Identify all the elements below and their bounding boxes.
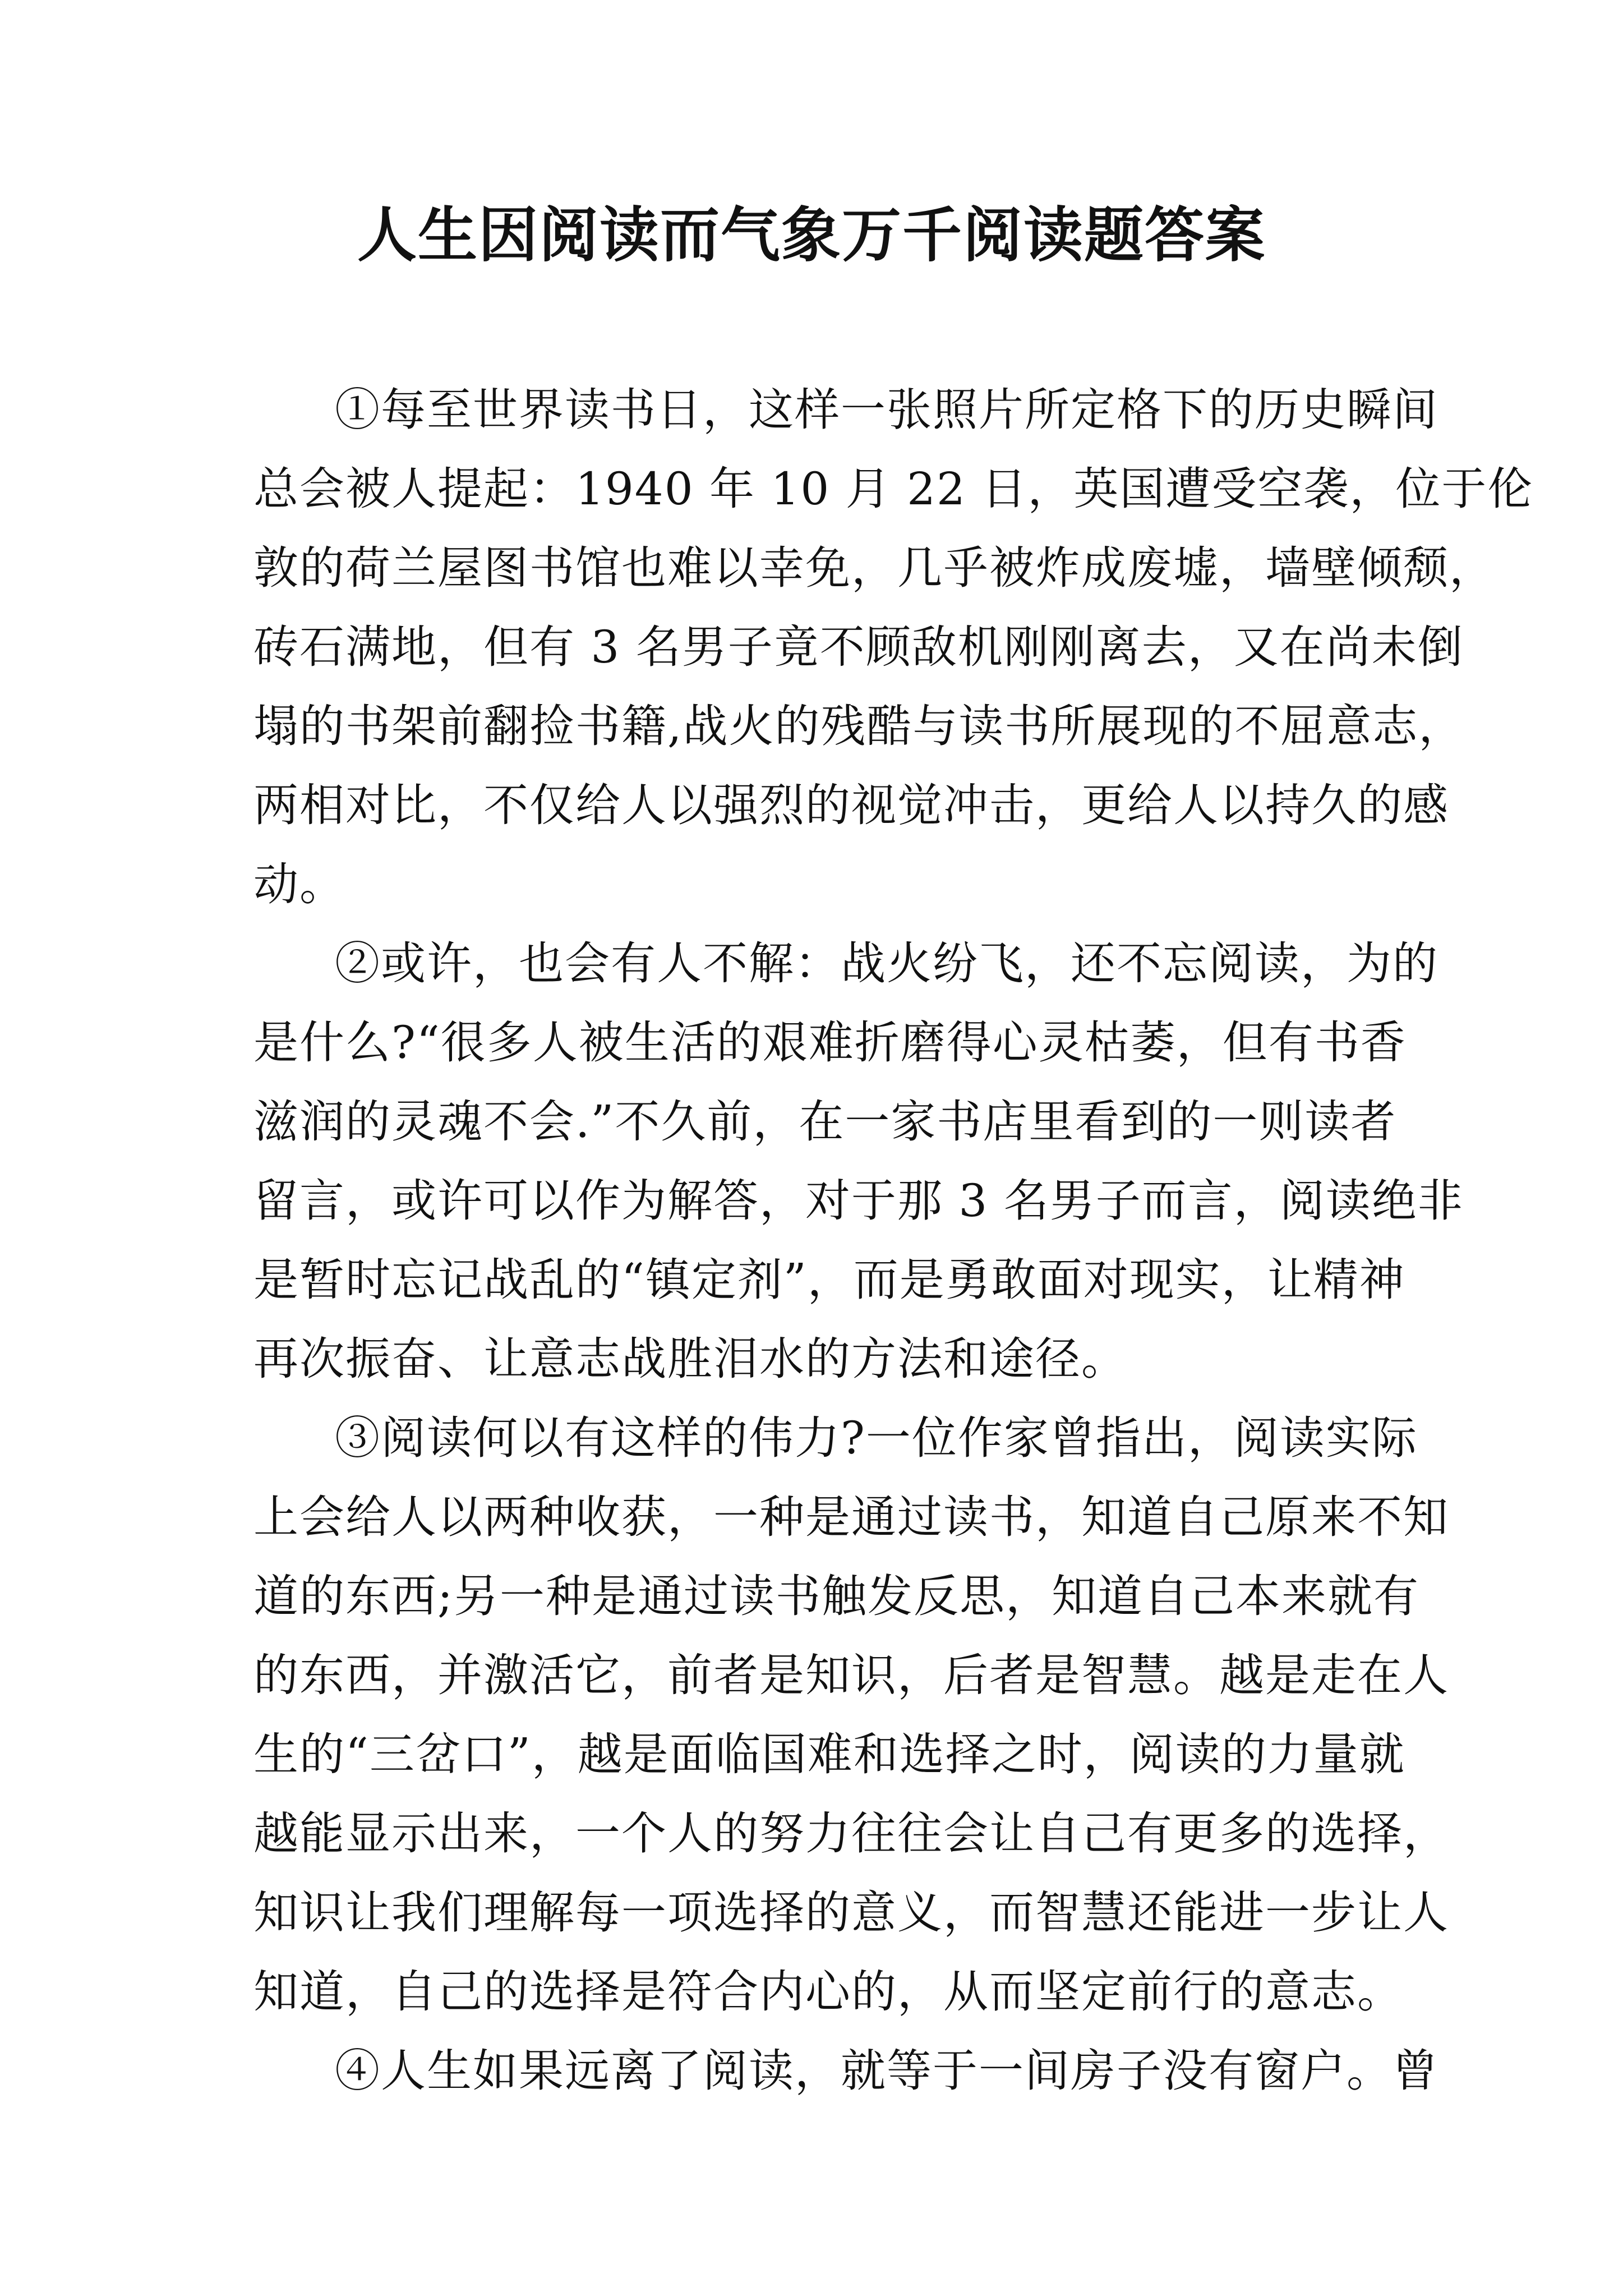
text-line: ④人生如果远离了阅读，就等于一间房子没有窗户。曾	[335, 2045, 1438, 2097]
text-line: ③阅读何以有这样的伟力?一位作家曾指出，阅读实际	[335, 1412, 1418, 1464]
text-line: 道的东西;另一种是通过读书触发反思，知道自己本来就有	[253, 1570, 1419, 1622]
text-line: 是暂时忘记战乱的“镇定剂”，而是勇敢面对现实，让精神	[253, 1254, 1405, 1306]
text-line: 越能显示出来，一个人的努力往往会让自己有更多的选择，	[253, 1807, 1449, 1860]
text-line: 生的“三岔口”，越是面临国难和选择之时，阅读的力量就	[253, 1728, 1405, 1780]
text-line: 滋润的灵魂不会.”不久前，在一家书店里看到的一则读者	[253, 1096, 1397, 1148]
text-line: 两相对比，不仅给人以强烈的视觉冲击，更给人以持久的感	[253, 779, 1449, 831]
text-line: 知道，自己的选择是符合内心的，从而坚定前行的意志。	[253, 1966, 1403, 2018]
text-line: 上会给人以两种收获，一种是通过读书，知道自己原来不知	[253, 1491, 1449, 1543]
text-line: 动。	[253, 858, 345, 910]
text-line: 的东西，并激活它，前者是知识，后者是智慧。越是走在人	[253, 1649, 1449, 1701]
article-body	[253, 370, 1534, 2110]
text-line: 总会被人提起：1940 年 10 月 22 日，英国遭受空袭，位于伦	[253, 463, 1534, 515]
text-line: 砖石满地，但有 3 名男子竟不顾敌机刚刚离去，又在尚未倒	[253, 621, 1464, 673]
text-line: 敦的荷兰屋图书馆也难以幸免，几乎被炸成废墟，墙壁倾颓，	[253, 542, 1495, 594]
text-line: 塌的书架前翻捡书籍,战火的残酷与读书所展现的不屈意志，	[253, 700, 1465, 752]
text-line: 是什么?“很多人被生活的艰难折磨得心灵枯萎，但有书香	[253, 1016, 1407, 1069]
text-line: 再次振奋、让意志战胜泪水的方法和途径。	[253, 1333, 1127, 1385]
text-line: ①每至世界读书日，这样一张照片所定格下的历史瞬间	[335, 384, 1438, 436]
text-line: ②或许，也会有人不解：战火纷飞，还不忘阅读，为的	[335, 937, 1438, 990]
text-line: 知识让我们理解每一项选择的意义，而智慧还能进一步让人	[253, 1887, 1449, 1939]
text-line: 留言，或许可以作为解答，对于那 3 名男子而言，阅读绝非	[253, 1175, 1464, 1227]
document-title: 人生因阅读而气象万千阅读题答案	[357, 201, 1266, 270]
